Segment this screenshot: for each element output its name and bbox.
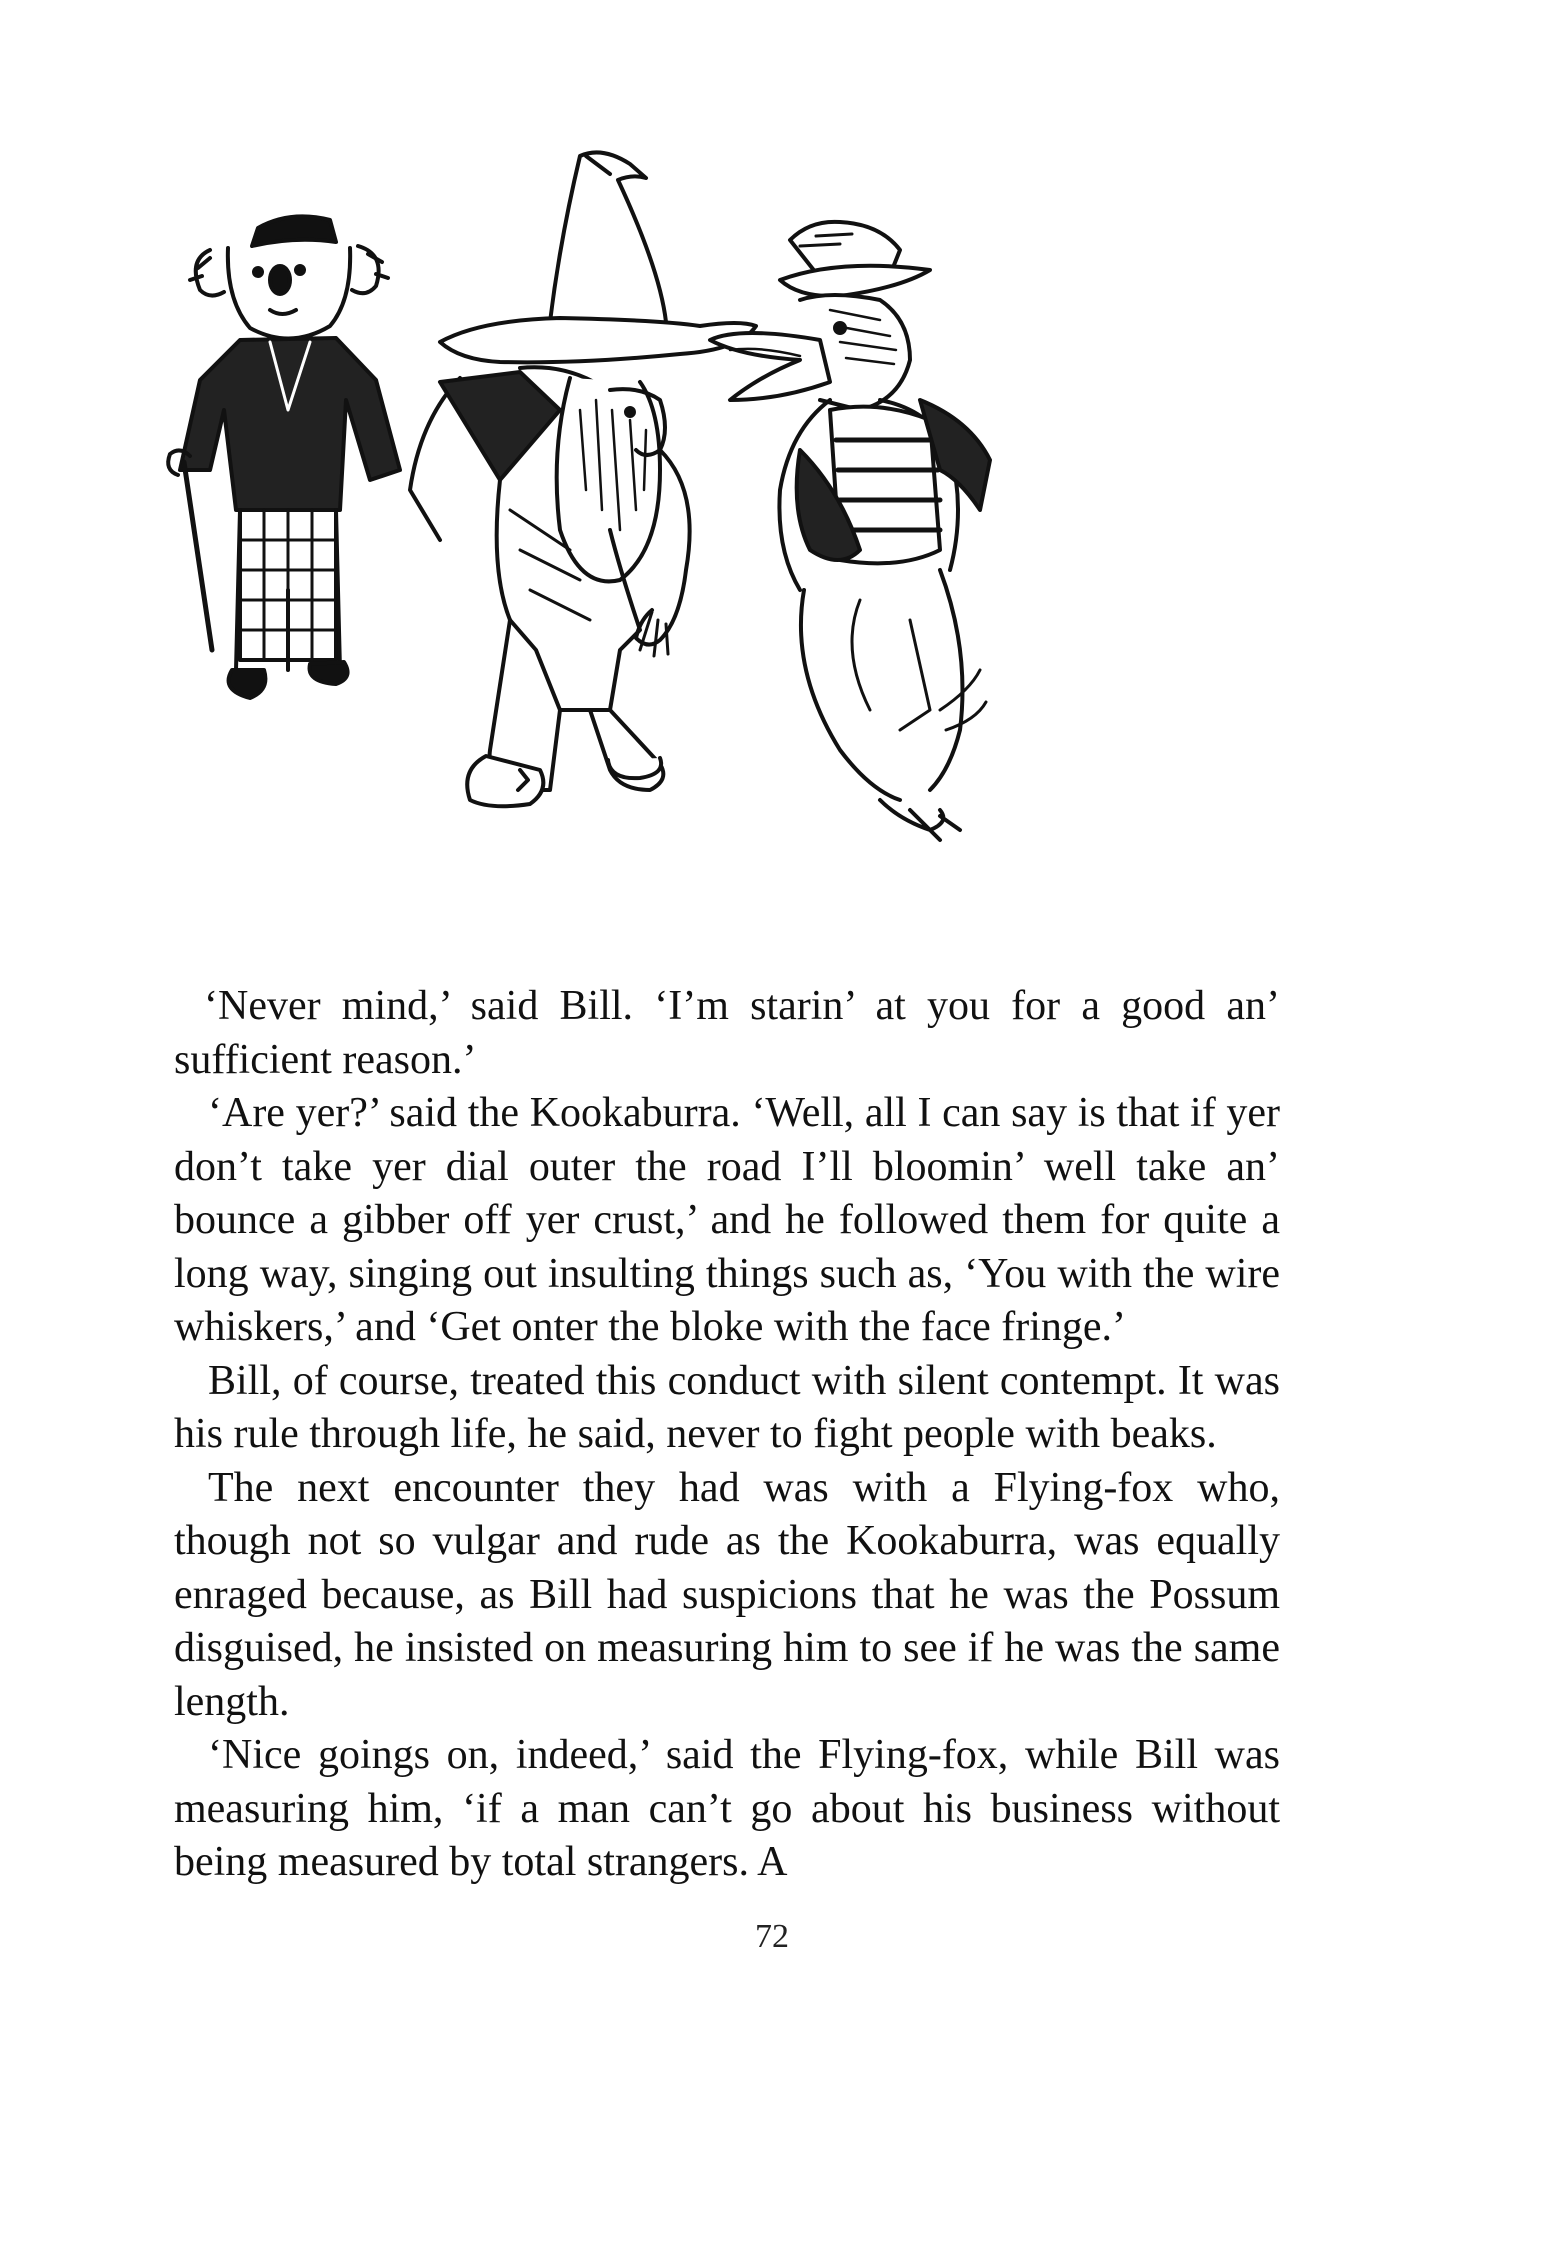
kookaburra-figure [710, 222, 990, 840]
page-number: 72 [755, 1918, 789, 1955]
paragraph: ‘Never mind,’ said Bill. ‘I’m starin’ at you for a good an’ sufficient reason.’ [174, 983, 1280, 1083]
paragraph: Bill, of course, treated this conduct with silent contempt. It was his rule through life, he said, never to fight people with beaks. [174, 1357, 1280, 1457]
paragraph: The next encounter they had was with a Flying-fox who, though not so vulgar and rude as the Kookaburra, was equally enraged because, as Bill had suspicions that he was the Possum disguised, he insisted on measuring him to see if he was the same length. [174, 1464, 1280, 1725]
koala-gentleman-figure [168, 216, 400, 698]
paragraph: ‘Nice goings on, indeed,’ said the Flying-fox, while Bill was measuring him, ‘if a man can’t go about his business without being measured by total strangers. A [174, 1732, 1280, 1885]
paragraph: ‘Are yer?’ said the Kookaburra. ‘Well, all I can say is that if yer don’t take yer dial outer the road I’ll bloomin’ well take an’ bounce a gibber off yer crust,’ and he followed them for quite a long way, singing out insulting things such as, ‘You with the wire whiskers,’ and ‘Get onter the bloke with the face fringe.’ [174, 1090, 1280, 1350]
three-characters-illustration-icon [140, 150, 1290, 980]
bearded-man-figure [410, 152, 756, 806]
story-text [174, 980, 1280, 1890]
